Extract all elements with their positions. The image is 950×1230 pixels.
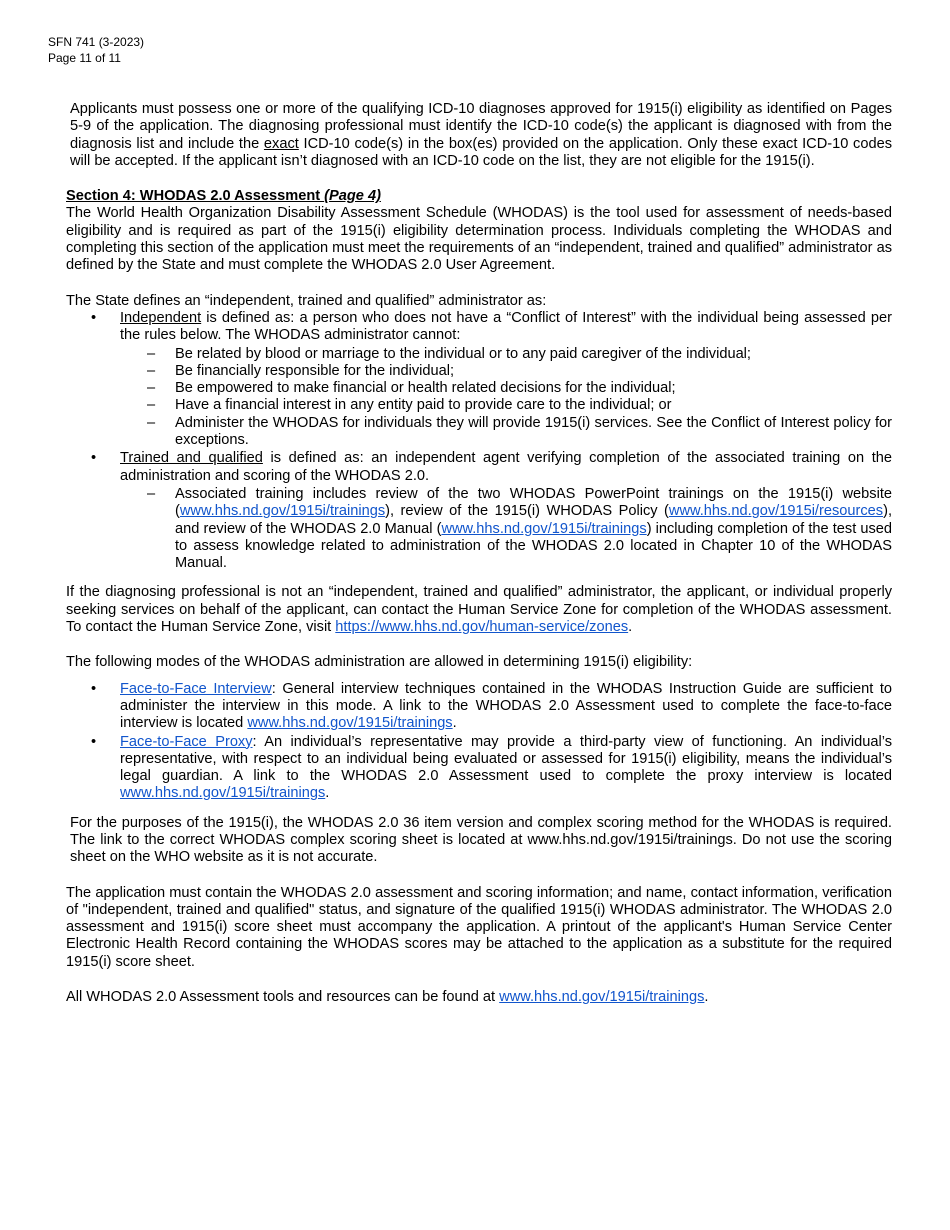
training-text-b: ), review of the 1915(i) WHODAS Policy ( — [385, 503, 669, 520]
mode2-text: : An individual’s representative may provide a third-party view of functioning. An individual’s representative, with respect to an individual being evaluated or assessed for 1915(i) eligibility, means the individual’s legal guardian. A link to the WHODAS 2.0 Assessment used to complete the proxy interview is located — [120, 733, 892, 785]
trained-term: Trained and qualified — [120, 450, 263, 467]
scoring-paragraph: For the purposes of the 1915(i), the WHODAS 2.0 36 item version and complex scoring method for the WHODAS is required. The link to the correct WHODAS complex scoring sheet is located at www.hhs.nd.gov/1915i/trainings. Do not use the scoring sheet on the WHO website as it is not accurate. — [70, 814, 892, 866]
independent-text: is defined as: a person who does not have a “Conflict of Interest” with the individual being assessed per the rules below. The WHODAS administrator cannot: — [120, 309, 892, 344]
modes-list — [66, 681, 892, 803]
page-header — [48, 34, 144, 66]
page-number: Page 11 of 11 — [48, 51, 121, 65]
training-text-d: ) including completion of the test used to assess knowledge related to administration of the WHODAS 2.0 located in Chapter 10 of the WHODAS Manual. — [175, 520, 893, 572]
independent-definition — [66, 310, 892, 345]
training-requirement — [66, 486, 892, 572]
exact-emphasis: exact — [263, 135, 299, 152]
whodas-intro-paragraph: The World Health Organization Disability Assessment Schedule (WHODAS) is the tool used for assessment of needs-based eligibility and is required as part of the 1915(i) eligibility determination process. Individuals completing the WHODAS and completing this section of the application must meet the requirements of an “independent, trained and qualified” administrator as defined by the State and must complete the WHODAS 2.0 User Agreement. — [66, 205, 892, 274]
state-defines-text: The State defines an “independent, trained and qualified” administrator as: — [66, 292, 547, 309]
trained-text: is defined as: an independent agent verifying completion of the associated training on the administration and scoring of the WHODAS 2.0. — [120, 450, 892, 484]
icd10-text-a: Applicants must possess one or more of the qualifying ICD-10 diagnoses approved for 1915(i) eligibility as identified on Pages 5-9 of the application. The diagnosing professional must identify the ICD-10 code(s) the applicant is diagnosed with from the diagnosis list and include the — [70, 101, 892, 152]
mode-face-to-face-interview — [66, 681, 892, 733]
mode1-text: : General interview techniques contained in the WHODAS Instruction Guide are sufficient to administer the interview in this mode. A link to the WHODAS 2.0 Assessment used to complete the face-to-face interview is located — [120, 680, 892, 732]
training-items-list — [66, 486, 892, 572]
mode2-text-end: . — [325, 785, 330, 802]
proxy-trainings-link[interactable]: www.hhs.nd.gov/1915i/trainings — [120, 785, 326, 802]
section4-heading — [66, 188, 892, 205]
icd10-text-b: ICD-10 code(s) in the box(es) provided on the application. Only these exact ICD-10 codes will be accepted. If the applicant isn’t diagnosed with an ICD-10 code on the list, they are not eligible for the 1915(i). — [70, 135, 892, 169]
tools-text-end: . — [704, 989, 709, 1006]
modes-intro-text: The following modes of the WHODAS administration are allowed in determining 1915(i) eligibility: — [66, 654, 693, 671]
human-service-zones-link[interactable]: https://www.hhs.nd.gov/human-service/zones — [335, 619, 629, 636]
trained-list — [66, 450, 892, 485]
manual-trainings-link[interactable]: www.hhs.nd.gov/1915i/trainings — [441, 520, 647, 537]
tools-text: All WHODAS 2.0 Assessment tools and resources can be found at — [66, 989, 500, 1006]
human-service-zone-paragraph — [66, 584, 892, 636]
zone-text-end: . — [628, 619, 633, 636]
conflict-rule: – Administer the WHODAS for individuals they will provide 1915(i) services. See the Conflict of Interest policy for exceptions. — [66, 415, 892, 450]
definitions-list — [66, 310, 892, 345]
conflict-rules-list — [66, 346, 892, 450]
trainings-link[interactable]: www.hhs.nd.gov/1915i/trainings — [179, 503, 386, 520]
application-requirements-paragraph: The application must contain the WHODAS 2.0 assessment and scoring information; and name, contact information, verification of "independent, trained and qualified" status, and signature of the qualified 1915(i) WHODAS administrator. The WHODAS 2.0 assessment and 1915(i) score sheet must accompany the application. A printout of the applicant's Human Service Center Electronic Health Record containing the WHODAS scores may be attached to the application as a substitute for the required 1915(i) score sheet. — [66, 884, 892, 970]
tools-paragraph — [66, 989, 892, 1006]
training-text-a: Associated training includes review of the two WHODAS PowerPoint trainings on the 1915(i) website ( — [175, 485, 892, 520]
zone-text: If the diagnosing professional is not an “independent, trained and qualified” administrator, the applicant, or individual properly seeking services on behalf of the applicant, can contact the Human Service Zone for completion of the WHODAS assessment. To contact the Human Service Zone, visit — [66, 584, 892, 636]
icd10-paragraph — [66, 101, 892, 170]
mode-face-to-face-proxy — [66, 734, 892, 803]
conflict-rule: – Be related by blood or marriage to the individual or to any paid caregiver of the individual; — [66, 346, 892, 363]
training-text-c: ), and review of the WHODAS 2.0 Manual ( — [175, 503, 892, 537]
conflict-rule: – Be financially responsible for the individual; — [66, 363, 892, 380]
face-to-face-proxy-term[interactable]: Face-to-Face Proxy — [120, 733, 253, 750]
document-body — [66, 101, 892, 1006]
resources-link[interactable]: www.hhs.nd.gov/1915i/resources — [668, 503, 884, 520]
mode1-text-end: . — [452, 715, 457, 732]
form-id: SFN 741 (3-2023) — [48, 35, 145, 49]
section4-page-ref: (Page 4) — [324, 188, 381, 205]
interview-trainings-link[interactable]: www.hhs.nd.gov/1915i/trainings — [247, 715, 453, 732]
section4-title: Section 4: WHODAS 2.0 Assessment — [66, 188, 325, 205]
conflict-rule: – Be empowered to make financial or health related decisions for the individual; — [66, 380, 892, 397]
trained-definition — [66, 450, 892, 485]
conflict-rule: – Have a financial interest in any entity paid to provide care to the individual; or — [66, 397, 892, 414]
independent-term: Independent — [120, 309, 202, 326]
face-to-face-interview-term[interactable]: Face-to-Face Interview — [120, 680, 272, 697]
tools-trainings-link[interactable]: www.hhs.nd.gov/1915i/trainings — [499, 989, 705, 1006]
